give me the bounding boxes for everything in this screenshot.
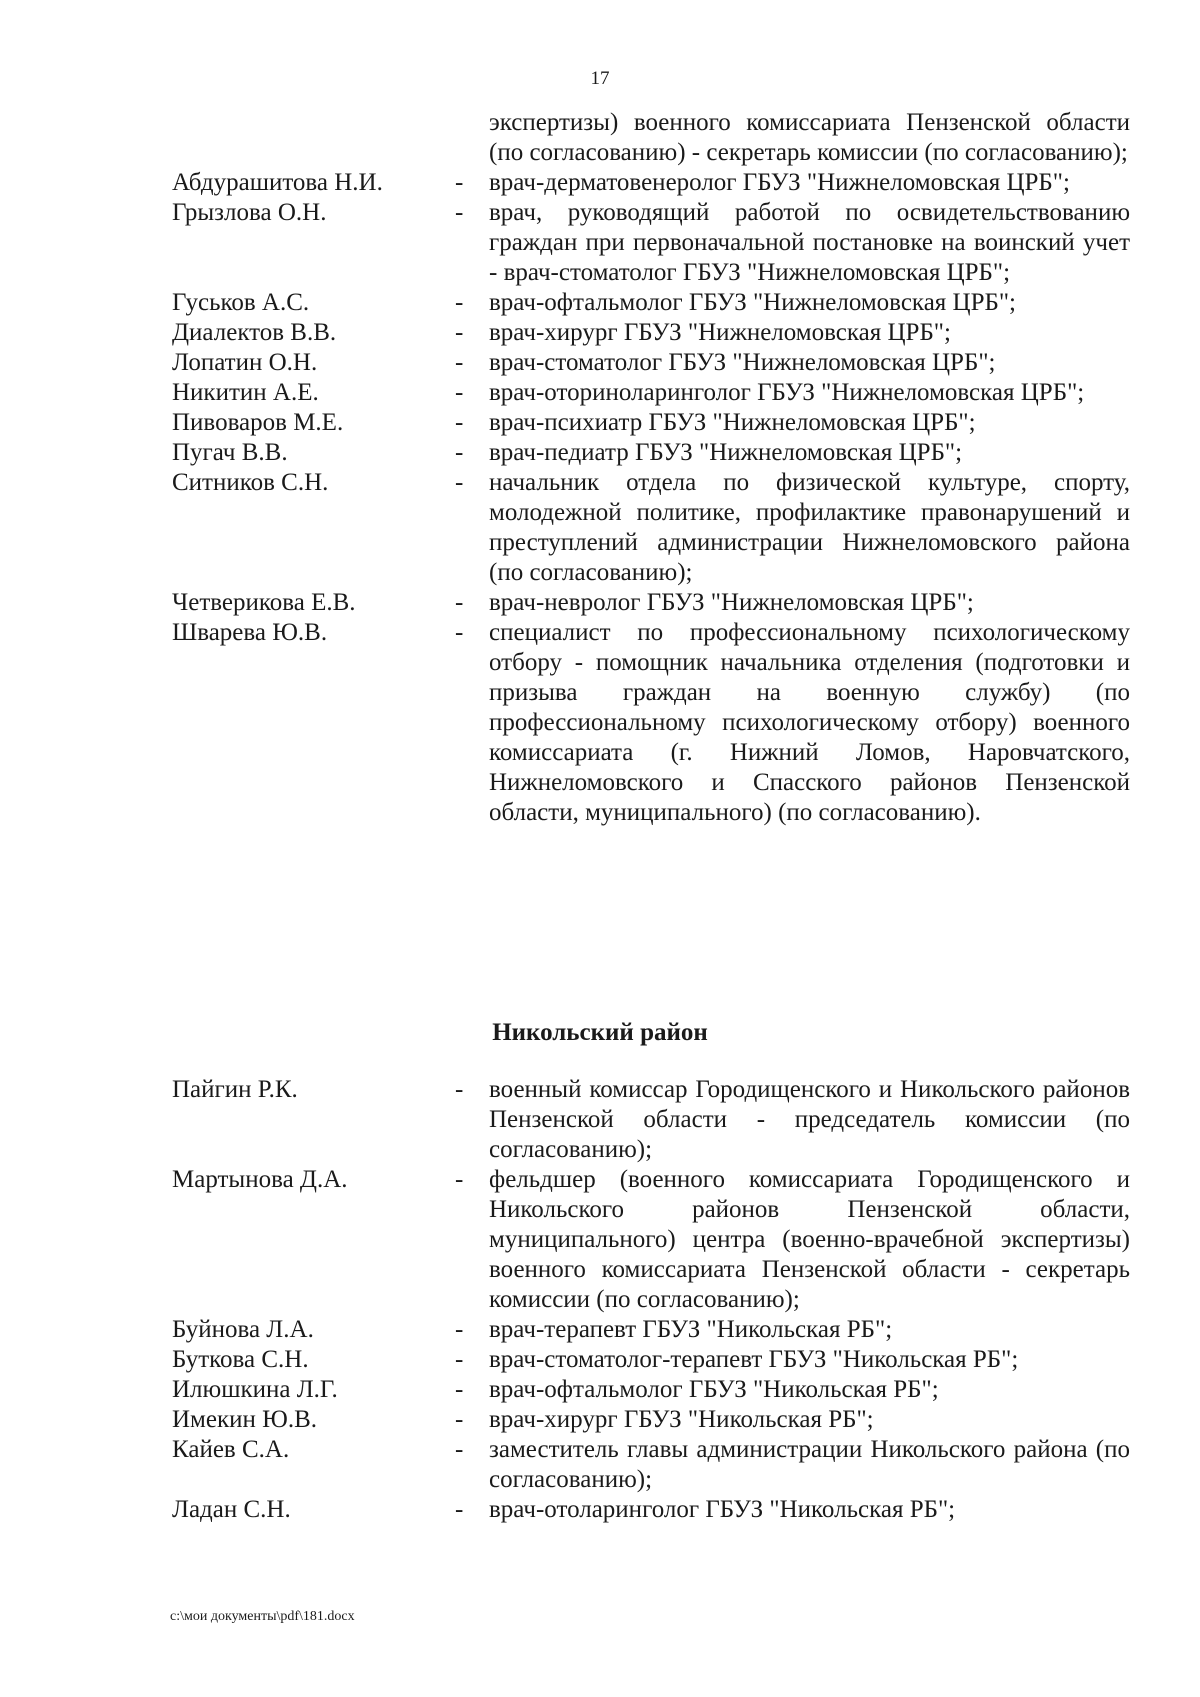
- member-row: [0, 348, 1200, 378]
- member-name: Гуськов А.С.: [172, 289, 310, 316]
- member-dash: -: [455, 349, 464, 376]
- member-name: Ситников С.Н.: [172, 469, 329, 496]
- member-name: Пивоваров М.Е.: [172, 409, 344, 436]
- member-row: [0, 288, 1200, 318]
- member-role: врач-оториноларинголог ГБУЗ "Нижнеломовская ЦРБ";: [489, 379, 1085, 406]
- member-row: [0, 618, 1200, 828]
- member-dash: -: [455, 1436, 464, 1463]
- section-heading-nikolsky: Никольский район: [492, 1019, 708, 1046]
- page-number: 17: [590, 68, 610, 89]
- footer-file-path: c:\мои документы\pdf\181.docx: [170, 1609, 355, 1624]
- member-role: врач-дерматовенеролог ГБУЗ "Нижнеломовская ЦРБ";: [489, 169, 1070, 196]
- member-dash: -: [455, 1346, 464, 1373]
- member-role: начальник отдела по физической культуре, спорту, молодежной политике, профилактике правонарушений и преступлений администрации Нижнеломовского района (по согласованию);: [489, 469, 1130, 586]
- member-name: Лопатин О.Н.: [172, 349, 318, 376]
- member-role: врач-хирург ГБУЗ "Никольская РБ";: [489, 1406, 874, 1433]
- member-name: Буткова С.Н.: [172, 1346, 309, 1373]
- member-dash: -: [455, 409, 464, 436]
- member-row: [0, 1165, 1200, 1315]
- member-dash: -: [455, 469, 464, 496]
- member-dash: -: [455, 319, 464, 346]
- member-role: врач-офтальмолог ГБУЗ "Нижнеломовская ЦРБ";: [489, 289, 1017, 316]
- member-row: [0, 1495, 1200, 1525]
- member-name: Пайгин Р.К.: [172, 1076, 298, 1103]
- member-name: Кайев С.А.: [172, 1436, 290, 1463]
- member-row: [0, 168, 1200, 198]
- member-dash: -: [455, 1406, 464, 1433]
- member-dash: -: [455, 1316, 464, 1343]
- member-role: специалист по профессиональному психологическому отбору - помощник начальника отделения (подготовки и призыва граждан на военную службу) (по профессиональному психологическому отбору) военного комиссариата (г. Нижний Ломов, Наровчатского, Нижнеломовского и Спасского районов Пензенской области, муниципального) (по согласованию).: [489, 619, 1130, 826]
- member-name: Четверикова Е.В.: [172, 589, 356, 616]
- member-name: Имекин Ю.В.: [172, 1406, 317, 1433]
- member-dash: -: [455, 1076, 464, 1103]
- member-row: [0, 408, 1200, 438]
- member-name: Буйнова Л.А.: [172, 1316, 314, 1343]
- member-row: [0, 318, 1200, 348]
- member-role: заместитель главы администрации Никольского района (по согласованию);: [489, 1436, 1130, 1493]
- member-name: Шварева Ю.В.: [172, 619, 328, 646]
- member-dash: -: [455, 289, 464, 316]
- member-dash: -: [455, 589, 464, 616]
- member-role: врач-стоматолог ГБУЗ "Нижнеломовская ЦРБ";: [489, 349, 996, 376]
- continued-role-text: экспертизы) военного комиссариата Пензенской области (по согласованию) - секретарь комиссии (по согласованию);: [489, 109, 1130, 166]
- member-dash: -: [455, 199, 464, 226]
- member-dash: -: [455, 1376, 464, 1403]
- member-row: [0, 438, 1200, 468]
- member-row: [0, 1345, 1200, 1375]
- member-list-section-2: [0, 1075, 1200, 1525]
- member-name: Ладан С.Н.: [172, 1496, 291, 1523]
- member-dash: -: [455, 619, 464, 646]
- member-role: врач-отоларинголог ГБУЗ "Никольская РБ";: [489, 1496, 956, 1523]
- member-row: [0, 198, 1200, 288]
- member-role: врач-педиатр ГБУЗ "Нижнеломовская ЦРБ";: [489, 439, 963, 466]
- member-dash: -: [455, 1496, 464, 1523]
- member-row: [0, 588, 1200, 618]
- member-role: врач-офтальмолог ГБУЗ "Никольская РБ";: [489, 1376, 939, 1403]
- member-list-section-1: [0, 108, 1200, 828]
- member-role: врач-хирург ГБУЗ "Нижнеломовская ЦРБ";: [489, 319, 951, 346]
- member-row: [0, 468, 1200, 588]
- member-row: [0, 378, 1200, 408]
- member-name: Диалектов В.В.: [172, 319, 337, 346]
- member-role: врач-терапевт ГБУЗ "Никольская РБ";: [489, 1316, 893, 1343]
- member-role: врач-стоматолог-терапевт ГБУЗ "Никольская РБ";: [489, 1346, 1019, 1373]
- member-name: Грызлова О.Н.: [172, 199, 327, 226]
- member-name: Пугач В.В.: [172, 439, 288, 466]
- member-name: Илюшкина Л.Г.: [172, 1376, 338, 1403]
- member-dash: -: [455, 1166, 464, 1193]
- member-row: [0, 1315, 1200, 1345]
- member-row: [0, 1405, 1200, 1435]
- member-role: военный комиссар Городищенского и Никольского районов Пензенской области - председатель комиссии (по согласованию);: [489, 1076, 1130, 1163]
- member-row: [0, 1375, 1200, 1405]
- member-role: врач, руководящий работой по освидетельствованию граждан при первоначальной постановке на воинский учет - врач-стоматолог ГБУЗ "Нижнеломовская ЦРБ";: [489, 199, 1130, 286]
- member-role: врач-психиатр ГБУЗ "Нижнеломовская ЦРБ";: [489, 409, 976, 436]
- member-row: [0, 1075, 1200, 1165]
- member-name: Абдурашитова Н.И.: [172, 169, 383, 196]
- member-row: [0, 1435, 1200, 1495]
- member-role: фельдшер (военного комиссариата Городищенского и Никольского районов Пензенской области, муниципального) центра (военно-врачебной экспертизы) военного комиссариата Пензенской области - секретарь комиссии (по согласованию);: [489, 1166, 1130, 1313]
- member-dash: -: [455, 379, 464, 406]
- member-dash: -: [455, 439, 464, 466]
- continued-entry: [0, 108, 1200, 168]
- member-name: Никитин А.Е.: [172, 379, 319, 406]
- member-dash: -: [455, 169, 464, 196]
- member-role: врач-невролог ГБУЗ "Нижнеломовская ЦРБ";: [489, 589, 974, 616]
- member-name: Мартынова Д.А.: [172, 1166, 348, 1193]
